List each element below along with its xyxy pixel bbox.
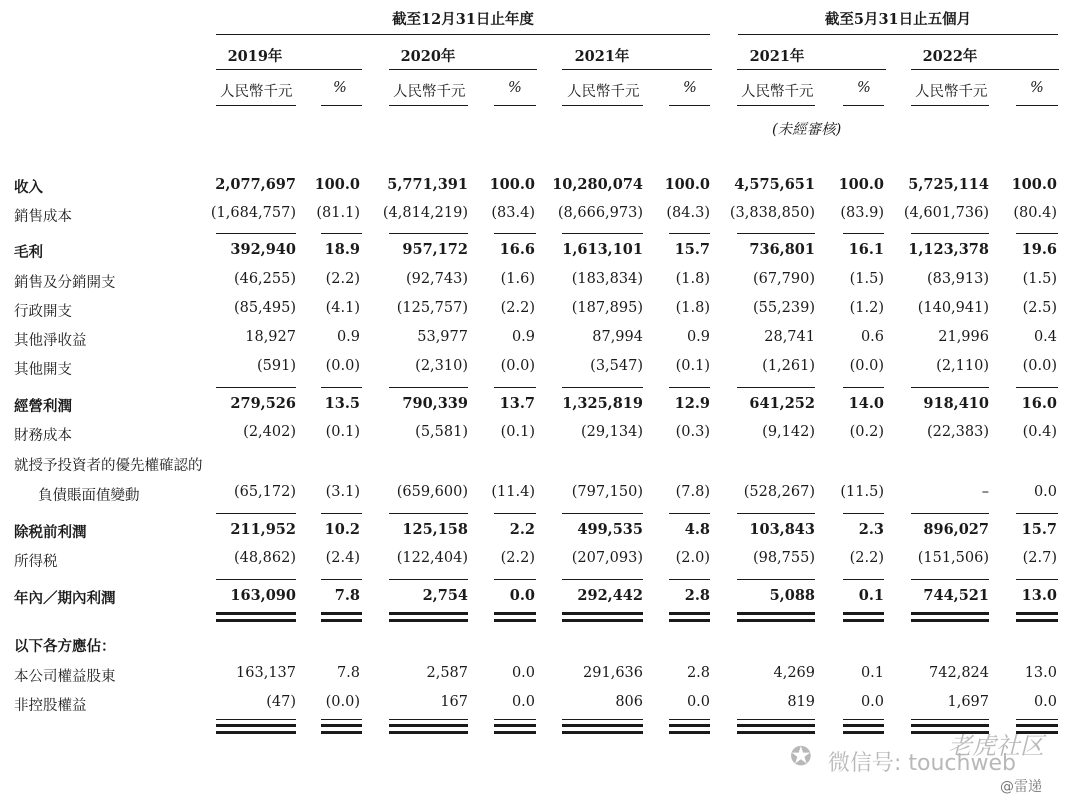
subtotal-rule: [911, 719, 989, 720]
row-label: 毛利: [14, 244, 43, 261]
row-label: 非控股權益: [14, 698, 87, 714]
amount-cell: 1,325,819: [562, 395, 643, 412]
amount-cell: 211,952: [230, 521, 296, 538]
percent-cell: (0.0): [500, 358, 535, 374]
year-rule: [562, 69, 712, 70]
percent-cell: (11.4): [491, 484, 535, 500]
double-rule: [562, 619, 643, 622]
amount-cell: 10,280,074: [552, 176, 643, 193]
percent-cell: 100.0: [489, 176, 535, 193]
row-label: 本公司權益股東: [14, 669, 116, 685]
amount-cell: (125,757): [396, 300, 468, 316]
double-rule: [216, 731, 296, 734]
subtotal-rule: [669, 579, 710, 580]
row-label: 經營利潤: [14, 398, 72, 415]
subtotal-rule: [911, 513, 989, 514]
subtotal-rule: [494, 513, 536, 514]
subtotal-rule: [1016, 513, 1058, 514]
double-rule: [737, 724, 815, 727]
percent-cell: (80.4): [1013, 205, 1057, 221]
percent-cell: 0.0: [1033, 694, 1057, 710]
subtotal-rule: [843, 233, 884, 234]
double-rule: [843, 612, 884, 615]
amount-cell: (659,600): [396, 484, 468, 500]
unit-rule: [216, 105, 296, 106]
percent-cell: (1.5): [849, 271, 884, 287]
amount-cell: (591): [257, 358, 296, 374]
group-header-year: 截至12月31日止年度: [392, 11, 534, 28]
percent-cell: 16.0: [1021, 395, 1057, 412]
amount-cell: 736,801: [749, 241, 815, 258]
subtotal-rule: [843, 513, 884, 514]
percent-cell: (7.8): [675, 484, 710, 500]
percent-cell: (83.4): [491, 205, 535, 221]
subtotal-rule: [669, 513, 710, 514]
percent-cell: (0.1): [675, 358, 710, 374]
percent-cell: 15.7: [1021, 521, 1057, 538]
group-rule-year: [216, 34, 710, 35]
unit-header: 人民幣千元: [220, 84, 293, 100]
percent-cell: (1.8): [675, 300, 710, 316]
amount-cell: (122,404): [396, 550, 468, 566]
amount-cell: (48,862): [233, 550, 296, 566]
amount-cell: (183,834): [571, 271, 643, 287]
percent-cell: (2.0): [675, 550, 710, 566]
amount-cell: (22,383): [926, 424, 989, 440]
percent-cell: 4.8: [684, 521, 710, 538]
amount-cell: (528,267): [743, 484, 815, 500]
double-rule: [562, 724, 643, 727]
subtotal-rule: [562, 513, 643, 514]
percent-cell: 0.0: [860, 694, 884, 710]
double-rule: [1016, 619, 1058, 622]
amount-cell: (47): [266, 694, 296, 710]
percent-cell: 0.9: [336, 329, 360, 345]
amount-cell: 167: [440, 694, 468, 710]
amount-cell: 499,535: [577, 521, 643, 538]
percent-cell: (0.0): [325, 694, 360, 710]
percent-cell: 7.8: [334, 587, 360, 604]
amount-cell: 87,994: [592, 329, 643, 345]
amount-cell: 2,754: [422, 587, 468, 604]
subtotal-rule: [494, 719, 536, 720]
amount-cell: 790,339: [402, 395, 468, 412]
subtotal-rule: [494, 233, 536, 234]
percent-cell: 0.6: [860, 329, 884, 345]
amount-cell: 5,725,114: [908, 176, 989, 193]
percent-cell: 13.7: [499, 395, 535, 412]
amount-cell: 2,587: [426, 665, 468, 681]
percent-cell: (11.5): [840, 484, 884, 500]
amount-cell: 1,613,101: [562, 241, 643, 258]
subtotal-rule: [1016, 387, 1058, 388]
percent-cell: (2.4): [325, 550, 360, 566]
percent-header: %: [1030, 80, 1044, 96]
amount-cell: (1,261): [762, 358, 815, 374]
double-rule: [737, 612, 815, 615]
wechat-icon: ✪: [790, 742, 812, 772]
percent-header: %: [508, 80, 522, 96]
row-label: 銷售及分銷開支: [14, 275, 116, 291]
amount-cell: 1,123,378: [908, 241, 989, 258]
amount-cell: 2,077,697: [215, 176, 296, 193]
subtotal-rule: [562, 579, 643, 580]
percent-cell: (2.2): [325, 271, 360, 287]
amount-cell: 4,269: [773, 665, 815, 681]
percent-cell: 0.9: [686, 329, 710, 345]
year-rule: [911, 69, 1059, 70]
double-rule: [562, 731, 643, 734]
percent-rule: [669, 105, 710, 106]
subtotal-rule: [911, 387, 989, 388]
amount-cell: (3,838,850): [729, 205, 815, 221]
unit-header: 人民幣千元: [567, 84, 640, 100]
double-rule: [843, 619, 884, 622]
year-header: 2021年: [574, 48, 630, 65]
amount-cell: (187,895): [571, 300, 643, 316]
percent-cell: 10.2: [324, 521, 360, 538]
amount-cell: 279,526: [230, 395, 296, 412]
percent-cell: (2.2): [500, 550, 535, 566]
amount-cell: 4,575,651: [734, 176, 815, 193]
subtotal-rule: [389, 719, 468, 720]
unit-header: 人民幣千元: [915, 84, 988, 100]
subtotal-rule: [669, 233, 710, 234]
amount-cell: 744,521: [923, 587, 989, 604]
row-label: 就授予投資者的優先權確認的: [14, 458, 203, 474]
amount-cell: (2,110): [936, 358, 989, 374]
percent-cell: 12.9: [674, 395, 710, 412]
amount-cell: (85,495): [233, 300, 296, 316]
year-header: 2019年: [227, 48, 283, 65]
percent-cell: 2.8: [684, 587, 710, 604]
subtotal-rule: [321, 387, 362, 388]
watermark-brand: 老虎社区: [948, 732, 1044, 760]
percent-cell: 18.9: [324, 241, 360, 258]
unit-rule: [911, 105, 989, 106]
subtotal-rule: [562, 387, 643, 388]
percent-cell: (84.3): [666, 205, 710, 221]
double-rule: [669, 619, 710, 622]
double-rule: [321, 619, 362, 622]
percent-cell: 0.0: [509, 587, 535, 604]
amount-cell: (1,684,757): [210, 205, 296, 221]
double-rule: [216, 724, 296, 727]
subtotal-rule: [321, 233, 362, 234]
percent-cell: 0.0: [1033, 484, 1057, 500]
amount-cell: 806: [615, 694, 643, 710]
group-rule-period: [738, 34, 1058, 35]
percent-cell: 100.0: [838, 176, 884, 193]
subtotal-rule: [389, 387, 468, 388]
row-label: 除税前利潤: [14, 524, 87, 541]
amount-cell: 5,771,391: [387, 176, 468, 193]
row-label: 行政開支: [14, 304, 72, 320]
double-rule: [494, 731, 536, 734]
amount-cell: –: [981, 484, 989, 500]
percent-cell: (0.2): [849, 424, 884, 440]
amount-cell: (98,755): [752, 550, 815, 566]
subtotal-rule: [737, 387, 815, 388]
amount-cell: (55,239): [752, 300, 815, 316]
amount-cell: 5,088: [769, 587, 815, 604]
percent-cell: 13.0: [1024, 665, 1057, 681]
subtotal-rule: [494, 579, 536, 580]
percent-cell: 19.6: [1021, 241, 1057, 258]
double-rule: [321, 612, 362, 615]
percent-cell: 16.6: [499, 241, 535, 258]
double-rule: [1016, 612, 1058, 615]
subtotal-rule: [737, 513, 815, 514]
double-rule: [494, 724, 536, 727]
percent-cell: 100.0: [314, 176, 360, 193]
amount-cell: 292,442: [577, 587, 643, 604]
subtotal-rule: [911, 579, 989, 580]
percent-header: %: [683, 80, 697, 96]
amount-cell: 918,410: [923, 395, 989, 412]
subtotal-rule: [737, 719, 815, 720]
amount-cell: 742,824: [929, 665, 989, 681]
percent-header: %: [857, 80, 871, 96]
double-rule: [911, 612, 989, 615]
subtotal-rule: [321, 579, 362, 580]
percent-cell: 100.0: [664, 176, 710, 193]
year-header: 2022年: [922, 48, 978, 65]
percent-rule: [321, 105, 362, 106]
double-rule: [669, 731, 710, 734]
amount-cell: (151,506): [917, 550, 989, 566]
double-rule: [737, 619, 815, 622]
subtotal-rule: [737, 579, 815, 580]
subtotal-rule: [843, 387, 884, 388]
subtotal-rule: [216, 579, 296, 580]
percent-cell: 14.0: [848, 395, 884, 412]
amount-cell: 21,996: [938, 329, 989, 345]
amount-cell: (140,941): [917, 300, 989, 316]
percent-rule: [843, 105, 884, 106]
amount-cell: 819: [787, 694, 815, 710]
double-rule: [911, 619, 989, 622]
percent-cell: (0.0): [849, 358, 884, 374]
amount-cell: 641,252: [749, 395, 815, 412]
percent-cell: (1.8): [675, 271, 710, 287]
double-rule: [562, 612, 643, 615]
percent-cell: 0.0: [511, 694, 535, 710]
subtotal-rule: [216, 387, 296, 388]
percent-cell: 0.4: [1033, 329, 1057, 345]
subtotal-rule: [843, 579, 884, 580]
percent-cell: 13.0: [1021, 587, 1057, 604]
watermark-credit: @雷递: [1000, 779, 1042, 795]
row-label: 負債賬面值變動: [38, 488, 140, 504]
double-rule: [389, 619, 468, 622]
subtotal-rule: [321, 719, 362, 720]
unaudited-note: (未經審核): [772, 122, 842, 138]
subtotal-rule: [389, 513, 468, 514]
percent-cell: (0.1): [500, 424, 535, 440]
percent-cell: (0.3): [675, 424, 710, 440]
row-label: 其他開支: [14, 362, 72, 378]
subtotal-rule: [494, 387, 536, 388]
amount-cell: (2,310): [415, 358, 468, 374]
amount-cell: (3,547): [590, 358, 643, 374]
subtotal-rule: [321, 513, 362, 514]
percent-cell: 2.8: [686, 665, 710, 681]
amount-cell: 392,940: [230, 241, 296, 258]
percent-cell: (1.6): [500, 271, 535, 287]
percent-cell: (2.5): [1022, 300, 1057, 316]
percent-cell: 2.2: [509, 521, 535, 538]
percent-cell: (0.4): [1022, 424, 1057, 440]
percent-header: %: [333, 80, 347, 96]
percent-cell: 2.3: [858, 521, 884, 538]
amount-cell: (797,150): [571, 484, 643, 500]
amount-cell: 163,090: [230, 587, 296, 604]
unit-rule: [389, 105, 468, 106]
percent-cell: (2.2): [849, 550, 884, 566]
percent-cell: 16.1: [848, 241, 884, 258]
double-rule: [216, 612, 296, 615]
amount-cell: (65,172): [233, 484, 296, 500]
year-rule: [389, 69, 537, 70]
year-header: 2021年: [749, 48, 805, 65]
double-rule: [389, 724, 468, 727]
percent-cell: (0.0): [1022, 358, 1057, 374]
row-label: 其他淨收益: [14, 333, 87, 349]
amount-cell: 53,977: [417, 329, 468, 345]
double-rule: [669, 612, 710, 615]
amount-cell: 896,027: [923, 521, 989, 538]
double-rule: [843, 731, 884, 734]
watermark-wechat: 微信号: touchweb: [828, 751, 1016, 776]
percent-cell: 0.0: [686, 694, 710, 710]
subtotal-rule: [216, 233, 296, 234]
year-rule: [737, 69, 886, 70]
subtotal-rule: [562, 233, 643, 234]
subtotal-rule: [562, 719, 643, 720]
subtotal-rule: [1016, 233, 1058, 234]
amount-cell: (5,581): [415, 424, 468, 440]
percent-cell: (81.1): [316, 205, 360, 221]
row-label: 收入: [14, 179, 43, 196]
amount-cell: (8,666,973): [557, 205, 643, 221]
amount-cell: (92,743): [405, 271, 468, 287]
subtotal-rule: [737, 233, 815, 234]
subtotal-rule: [216, 513, 296, 514]
group-header-period: 截至5月31日止五個月: [824, 11, 972, 28]
double-rule: [321, 731, 362, 734]
amount-cell: 163,137: [236, 665, 296, 681]
percent-cell: (3.1): [325, 484, 360, 500]
subtotal-rule: [216, 719, 296, 720]
percent-cell: (83.9): [840, 205, 884, 221]
double-rule: [843, 724, 884, 727]
percent-cell: (2.2): [500, 300, 535, 316]
amount-cell: (46,255): [233, 271, 296, 287]
amount-cell: 18,927: [245, 329, 296, 345]
row-label: 以下各方應佔：: [14, 638, 116, 655]
percent-cell: (1.2): [849, 300, 884, 316]
row-label: 財務成本: [14, 428, 72, 444]
amount-cell: 125,158: [402, 521, 468, 538]
amount-cell: (83,913): [926, 271, 989, 287]
double-rule: [389, 612, 468, 615]
amount-cell: (29,134): [580, 424, 643, 440]
percent-rule: [494, 105, 536, 106]
year-rule: [216, 69, 362, 70]
amount-cell: (2,402): [243, 424, 296, 440]
row-label: 所得税: [14, 554, 58, 570]
double-rule: [669, 724, 710, 727]
amount-cell: 1,697: [947, 694, 989, 710]
percent-cell: 0.1: [858, 587, 884, 604]
percent-cell: 15.7: [674, 241, 710, 258]
subtotal-rule: [843, 719, 884, 720]
subtotal-rule: [911, 233, 989, 234]
subtotal-rule: [389, 233, 468, 234]
amount-cell: (207,093): [571, 550, 643, 566]
unit-header: 人民幣千元: [393, 84, 466, 100]
double-rule: [494, 619, 536, 622]
amount-cell: (67,790): [752, 271, 815, 287]
row-label: 年內／期內利潤: [14, 590, 116, 607]
percent-cell: 0.1: [860, 665, 884, 681]
percent-cell: 7.8: [336, 665, 360, 681]
subtotal-rule: [389, 579, 468, 580]
percent-cell: 13.5: [324, 395, 360, 412]
amount-cell: (9,142): [762, 424, 815, 440]
amount-cell: 103,843: [749, 521, 815, 538]
percent-cell: (0.1): [325, 424, 360, 440]
double-rule: [216, 619, 296, 622]
percent-cell: (4.1): [325, 300, 360, 316]
percent-cell: 0.9: [511, 329, 535, 345]
row-label: 銷售成本: [14, 209, 72, 225]
subtotal-rule: [669, 387, 710, 388]
amount-cell: (4,601,736): [903, 205, 989, 221]
unit-header: 人民幣千元: [741, 84, 814, 100]
percent-cell: (1.5): [1022, 271, 1057, 287]
percent-cell: (0.0): [325, 358, 360, 374]
amount-cell: 291,636: [583, 665, 643, 681]
amount-cell: 28,741: [764, 329, 815, 345]
double-rule: [321, 724, 362, 727]
amount-cell: 957,172: [402, 241, 468, 258]
subtotal-rule: [1016, 579, 1058, 580]
double-rule: [389, 731, 468, 734]
subtotal-rule: [669, 719, 710, 720]
double-rule: [737, 731, 815, 734]
percent-cell: 0.0: [511, 665, 535, 681]
percent-cell: (2.7): [1022, 550, 1057, 566]
percent-rule: [1016, 105, 1058, 106]
unit-rule: [562, 105, 643, 106]
unit-rule: [737, 105, 815, 106]
double-rule: [494, 612, 536, 615]
percent-cell: 100.0: [1011, 176, 1057, 193]
subtotal-rule: [1016, 719, 1058, 720]
year-header: 2020年: [400, 48, 456, 65]
amount-cell: (4,814,219): [382, 205, 468, 221]
